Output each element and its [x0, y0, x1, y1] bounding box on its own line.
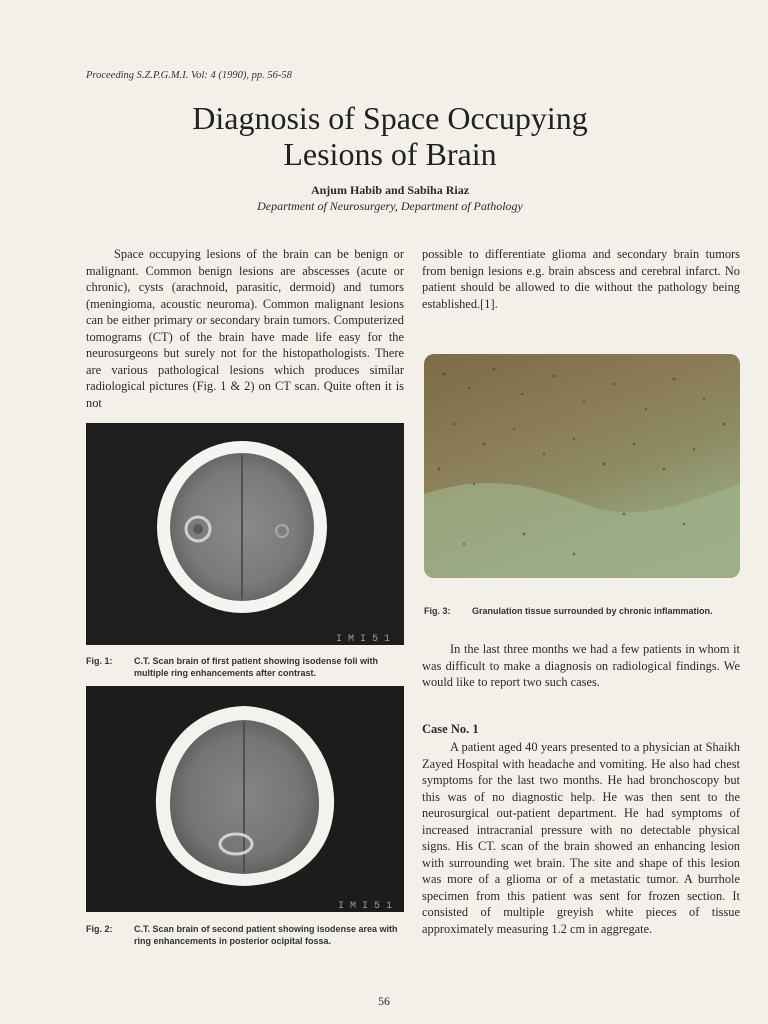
journal-reference: Proceeding S.Z.P.G.M.I. Vol: 4 (1990), pp. 56-58 [86, 70, 292, 81]
figure-2-caption [86, 924, 404, 950]
affiliation: Department of Neurosurgery, Department of Pathology [257, 199, 523, 213]
figure-1-caption-text: C.T. Scan brain of first patient showing isodense foli with multiple ring enhancements after contrast. [134, 656, 379, 678]
authors: Anjum Habib and Sabiha Riaz [310, 183, 470, 197]
figure-1-label: Fig. 1: [86, 656, 113, 666]
figure-3-caption [424, 606, 740, 620]
figure-1-caption [86, 656, 404, 682]
page-number: 56 [378, 994, 390, 1008]
fig2-scan-label: I M I 5 1 [338, 901, 393, 912]
case-paragraph: A patient aged 40 years presented to a physician at Shaikh Zayed Hospital with headache and vomiting. He also had chest symptoms for the last two months. He had bronchoscopy but this was of no diagnostic help. He was then sent to the neurosurgical out-patient department. He had symptoms of increased intracranial pressure with no detectable physical signs. His CT. scan of the brain showed an enhancing lesion with surrounding wet brain. The site and shape of this lesion was more of a glioma or of a metastatic tumor. A burrhole specimen from this patient was sent for frozen section. It consisted of multiple greyish white pieces of tissue approximately measuring 1.2 cm in aggregate. [422, 740, 740, 936]
body-paragraph-2: In the last three months we had a few patients in whom it was difficult to make a diagnosis on radiological findings. We would like to report two such cases. [422, 642, 740, 689]
case-heading: Case No. 1 [422, 722, 479, 736]
intro-paragraph-right: possible to differentiate glioma and secondary brain tumors from benign lesions e.g. brain abscess and cerebral infarct. No patient should be allowed to die without the pathology being established.[1]. [422, 247, 740, 311]
figure-2-ct-scan [86, 686, 404, 912]
figure-3-micrograph [424, 354, 740, 578]
figure-3-caption-text: Granulation tissue surrounded by chronic inflammation. [472, 606, 713, 616]
intro-paragraph-left: Space occupying lesions of the brain can be benign or malignant. Common benign lesions are abscesses (acute or chronic), cysts (arachnoid, parasitic, dermoid) and tumors (meningioma, acoustic neuroma). Common malignant lesions can be either primary or secondary brain tumors. Computerized tomograms (CT) of the brain have made life easy for the neurosurgeons but surely not for the histopathologists. There are various pathological lesions which produces similar radiological pictures (Fig. 1 & 2) on CT scan. Quite often it is not [86, 247, 404, 410]
figure-3-label: Fig. 3: [424, 606, 451, 616]
fig1-scan-label: I M I 5 1 [336, 634, 391, 645]
title-line-1: Diagnosis of Space Occupying [192, 100, 588, 136]
figure-1-ct-scan [86, 423, 404, 645]
article-title [150, 100, 630, 172]
figure-2-caption-text: C.T. Scan brain of second patient showing isodense area with ring enhancements in posterior ocipital fossa. [134, 924, 398, 946]
figure-2-label: Fig. 2: [86, 924, 113, 934]
title-line-2: Lesions of Brain [283, 136, 497, 172]
